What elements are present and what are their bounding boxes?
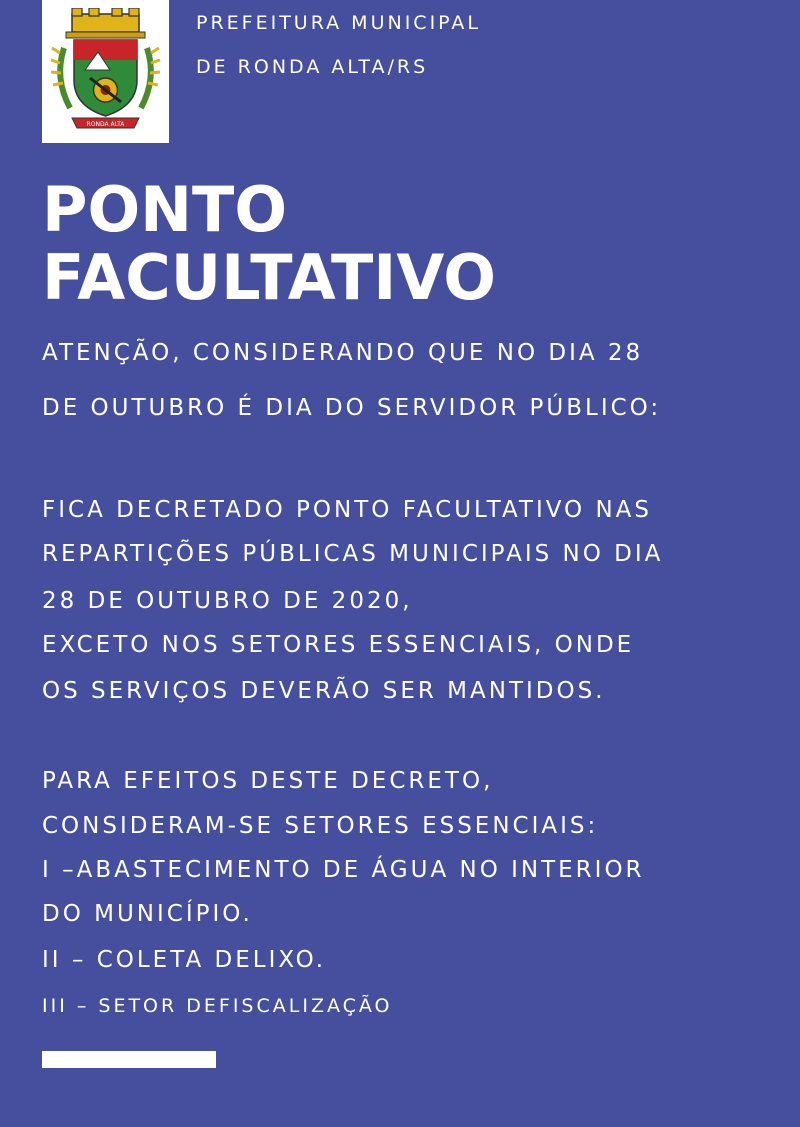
title-line-1: PONTO bbox=[42, 173, 288, 246]
decree-line-4: EXCETO NOS SETORES ESSENCIAIS, ONDE bbox=[42, 632, 635, 658]
essentials-line-6: III – SETOR DEFISCALIZAÇÃO bbox=[42, 995, 393, 1017]
logo-ribbon-text: RONDA ALTA bbox=[86, 121, 125, 128]
intro-line-1: ATENÇÃO, CONSIDERANDO QUE NO DIA 28 bbox=[42, 340, 644, 366]
coat-of-arms-icon bbox=[50, 8, 161, 135]
header-line-1: PREFEITURA MUNICIPAL bbox=[196, 12, 481, 34]
decree-line-2: REPARTIÇÕES PÚBLICAS MUNICIPAIS NO DIA bbox=[42, 541, 664, 567]
footer-divider-bar bbox=[42, 1051, 216, 1068]
intro-line-2: DE OUTUBRO É DIA DO SERVIDOR PÚBLICO: bbox=[42, 395, 662, 421]
decree-line-1: FICA DECRETADO PONTO FACULTATIVO NAS bbox=[42, 497, 653, 523]
essentials-line-1: PARA EFEITOS DESTE DECRETO, bbox=[42, 768, 494, 794]
logo-box bbox=[42, 0, 169, 143]
decree-line-3: 28 DE OUTUBRO DE 2020, bbox=[42, 588, 413, 614]
essentials-line-3: I –ABASTECIMENTO DE ÁGUA NO INTERIOR bbox=[42, 857, 645, 883]
essentials-line-4: DO MUNICÍPIO. bbox=[42, 901, 253, 927]
header-line-2: DE RONDA ALTA/RS bbox=[196, 56, 429, 78]
essentials-line-5: II – COLETA DELIXO. bbox=[42, 947, 327, 973]
essentials-line-2: CONSIDERAM-SE SETORES ESSENCIAIS: bbox=[42, 813, 599, 839]
decree-line-5: OS SERVIÇOS DEVERÃO SER MANTIDOS. bbox=[42, 678, 606, 704]
title-line-2: FACULTATIVO bbox=[42, 241, 496, 314]
page-title bbox=[42, 173, 496, 314]
